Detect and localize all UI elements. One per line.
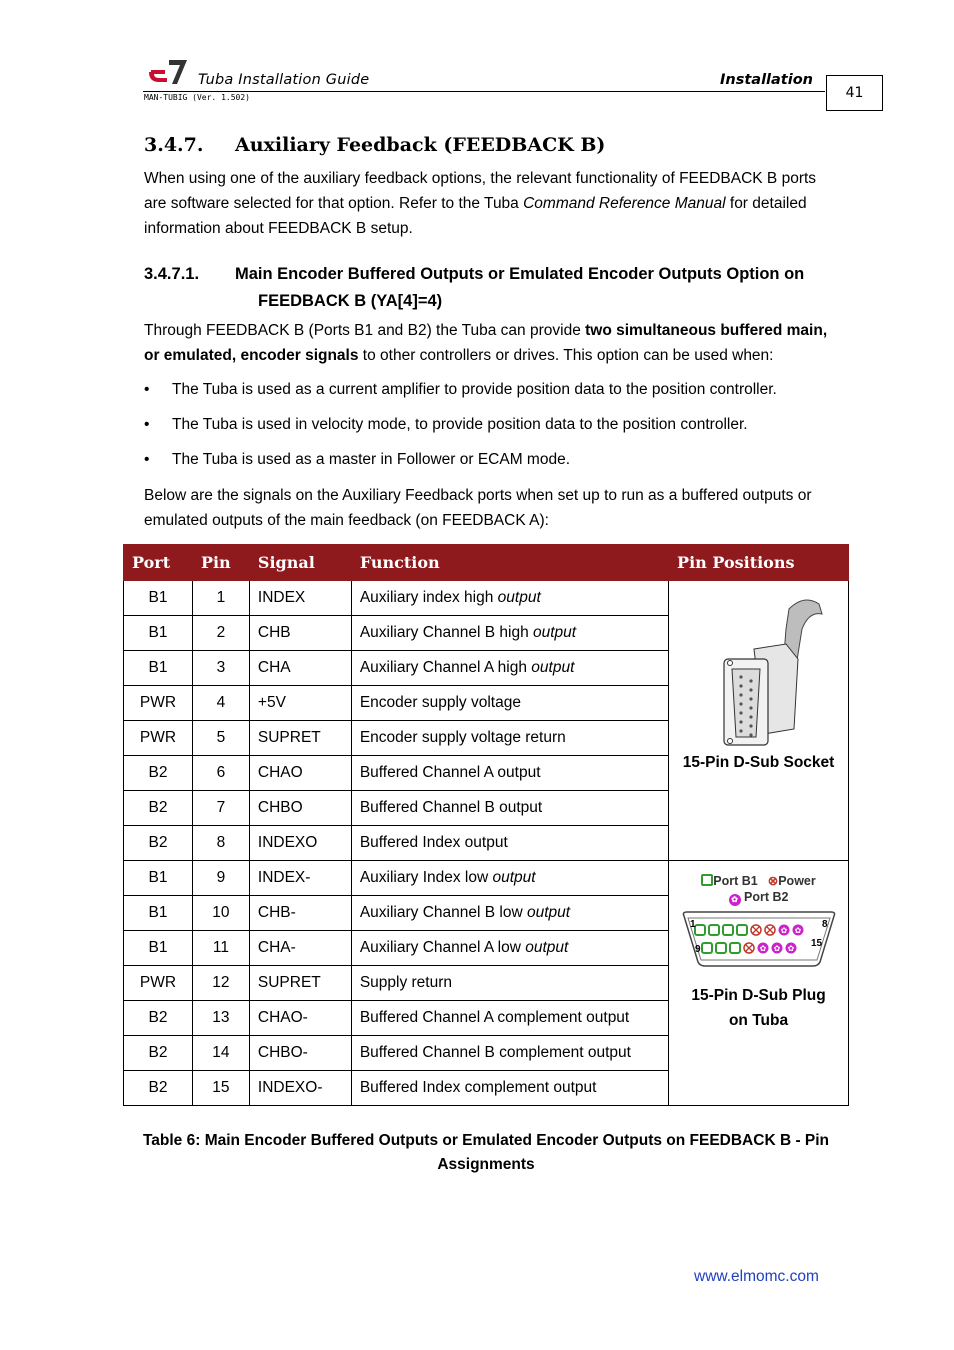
table-row bbox=[124, 581, 849, 616]
pin-cell: 11 bbox=[192, 931, 249, 966]
column-header-signal: Signal bbox=[249, 545, 351, 581]
pin-cell: 8 bbox=[192, 826, 249, 861]
legend-port-b1: Port B1 bbox=[713, 874, 758, 888]
company-logo bbox=[147, 58, 189, 88]
column-header-port: Port bbox=[124, 545, 193, 581]
table-caption bbox=[123, 1129, 849, 1177]
svg-text:✿: ✿ bbox=[780, 926, 787, 935]
signal-cell: CHA- bbox=[249, 931, 351, 966]
function-text: Auxiliary Channel A low bbox=[359, 939, 526, 956]
header-rule bbox=[143, 91, 825, 92]
function-cell bbox=[351, 896, 668, 931]
signal-cell: CHA bbox=[249, 651, 351, 686]
pin-cell: 2 bbox=[192, 616, 249, 651]
port-cell: B2 bbox=[124, 756, 193, 791]
function-cell bbox=[351, 1001, 668, 1036]
function-italic: output bbox=[525, 939, 569, 956]
function-text: Encoder supply voltage bbox=[359, 694, 521, 711]
function-italic: output bbox=[533, 624, 577, 641]
function-cell bbox=[351, 826, 668, 861]
subsection-number: 3.4.7.1. bbox=[144, 265, 200, 283]
signal-cell: SUPRET bbox=[249, 721, 351, 756]
d-sub-plug-image bbox=[669, 908, 848, 975]
pin-assignment-table bbox=[123, 544, 849, 1106]
pin-cell: 5 bbox=[192, 721, 249, 756]
plug-caption-line1: 15-Pin D-Sub Plug bbox=[691, 987, 826, 1004]
page-number: 41 bbox=[826, 75, 883, 111]
function-italic: output bbox=[492, 869, 536, 886]
pin-cell: 15 bbox=[192, 1071, 249, 1106]
signal-cell: CHB bbox=[249, 616, 351, 651]
guide-title: Tuba Installation Guide bbox=[198, 72, 370, 88]
section-title: Auxiliary Feedback (FEEDBACK B) bbox=[235, 134, 606, 156]
legend-port-b2: Port B2 bbox=[744, 890, 789, 904]
table-row bbox=[124, 861, 849, 896]
column-header-pin-positions: Pin Positions bbox=[669, 545, 849, 581]
socket-figure-cell bbox=[669, 581, 849, 861]
port-cell: PWR bbox=[124, 966, 193, 1001]
section-label: Installation bbox=[720, 72, 813, 88]
function-cell bbox=[351, 1071, 668, 1106]
function-text: Encoder supply voltage return bbox=[359, 729, 566, 746]
subsection-para2: Below are the signals on the Auxiliary Feedback ports when set up to run as a buffered outputs or emulated outputs of the main feedback (on FEEDBACK A): bbox=[144, 487, 812, 529]
function-text: Buffered Channel A complement output bbox=[359, 1009, 630, 1026]
pin-cell: 10 bbox=[192, 896, 249, 931]
function-text: Auxiliary Index low bbox=[359, 869, 493, 886]
para1-text-end: to other controllers or drives. This option can be used when: bbox=[358, 347, 774, 364]
port-cell: B2 bbox=[124, 1036, 193, 1071]
signal-cell: CHBO- bbox=[249, 1036, 351, 1071]
plug-figure-cell bbox=[669, 861, 849, 1106]
signal-cell: CHAO bbox=[249, 756, 351, 791]
pin-label-8: 8 bbox=[821, 919, 828, 930]
caption-line2: Assignments bbox=[437, 1156, 535, 1173]
pin-cell: 12 bbox=[192, 966, 249, 1001]
column-header-pin: Pin bbox=[192, 545, 249, 581]
function-text: Auxiliary index high bbox=[359, 589, 498, 606]
function-italic: output bbox=[497, 589, 541, 606]
pin-label-1: 1 bbox=[689, 919, 696, 930]
signal-cell: CHB- bbox=[249, 896, 351, 931]
bullet-text: The Tuba is used in velocity mode, to provide position data to the position controller. bbox=[172, 416, 748, 433]
bullet-text: The Tuba is used as a current amplifier to provide position data to the position controller. bbox=[172, 381, 777, 398]
document-id: MAN-TUBIG (Ver. 1.502) bbox=[144, 93, 250, 102]
intro-manual-name: Command Reference Manual bbox=[523, 195, 726, 212]
pin-cell: 6 bbox=[192, 756, 249, 791]
function-cell bbox=[351, 686, 668, 721]
port-cell: B1 bbox=[124, 896, 193, 931]
signal-cell: INDEXO bbox=[249, 826, 351, 861]
pin-legend bbox=[669, 873, 848, 906]
function-text: Auxiliary Channel A high bbox=[359, 659, 532, 676]
intro-text-end: for detailed information about FEEDBACK B setup. bbox=[144, 195, 807, 237]
function-text: Buffered Index output bbox=[359, 834, 508, 851]
table-header-row bbox=[124, 545, 849, 581]
function-cell bbox=[351, 931, 668, 966]
pin-label-15: 15 bbox=[810, 938, 822, 949]
d-sub-socket-image bbox=[669, 589, 848, 754]
port-cell: B2 bbox=[124, 1071, 193, 1106]
plug-caption bbox=[669, 983, 848, 1033]
port-cell: PWR bbox=[124, 686, 193, 721]
port-cell: B1 bbox=[124, 581, 193, 616]
subsection-title-line1: Main Encoder Buffered Outputs or Emulated Encoder Outputs Option on bbox=[235, 265, 805, 283]
svg-text:✿: ✿ bbox=[773, 944, 780, 953]
signal-cell: INDEX bbox=[249, 581, 351, 616]
function-cell bbox=[351, 721, 668, 756]
function-cell bbox=[351, 1036, 668, 1071]
section-number: 3.4.7. bbox=[144, 134, 204, 156]
function-cell bbox=[351, 651, 668, 686]
plug-caption-line2: on Tuba bbox=[728, 1012, 789, 1029]
bullet-item: • The Tuba is used in velocity mode, to provide position data to the position controller. bbox=[144, 416, 748, 433]
port-cell: PWR bbox=[124, 721, 193, 756]
function-cell bbox=[351, 616, 668, 651]
bullet-item: • The Tuba is used as a current amplifier to provide position data to the position controller. bbox=[144, 381, 777, 398]
function-text: Auxiliary Channel B low bbox=[359, 904, 527, 921]
pin-cell: 7 bbox=[192, 791, 249, 826]
svg-text:✿: ✿ bbox=[794, 926, 801, 935]
function-text: Supply return bbox=[359, 974, 453, 991]
function-cell bbox=[351, 966, 668, 1001]
port-cell: B1 bbox=[124, 651, 193, 686]
section-intro bbox=[144, 166, 834, 241]
signal-cell: INDEX- bbox=[249, 861, 351, 896]
function-cell bbox=[351, 861, 668, 896]
pin-label-9: 9 bbox=[694, 944, 701, 955]
subsection-heading bbox=[144, 261, 844, 315]
function-italic: output bbox=[526, 904, 571, 921]
port-cell: B2 bbox=[124, 826, 193, 861]
power-legend-icon: ⊗ bbox=[767, 874, 779, 888]
subsection-title-line2: FEEDBACK B (YA[4]=4) bbox=[258, 292, 443, 310]
function-text: Auxiliary Channel B high bbox=[359, 624, 533, 641]
svg-text:✿: ✿ bbox=[759, 944, 766, 953]
port-b2-legend-icon: ✿ bbox=[729, 894, 741, 906]
pin-cell: 13 bbox=[192, 1001, 249, 1036]
signal-cell: INDEXO- bbox=[249, 1071, 351, 1106]
footer-website-link[interactable]: www.elmomc.com bbox=[694, 1268, 819, 1285]
signal-cell: SUPRET bbox=[249, 966, 351, 1001]
signal-cell: +5V bbox=[249, 686, 351, 721]
bullet-item: • The Tuba is used as a master in Follower or ECAM mode. bbox=[144, 451, 570, 468]
legend-power: Power bbox=[778, 874, 816, 888]
para1-text: Through FEEDBACK B (Ports B1 and B2) the Tuba can provide bbox=[144, 322, 586, 339]
function-text: Buffered Channel B output bbox=[359, 799, 543, 816]
pin-cell: 4 bbox=[192, 686, 249, 721]
pin-cell: 1 bbox=[192, 581, 249, 616]
port-cell: B1 bbox=[124, 861, 193, 896]
port-cell: B1 bbox=[124, 616, 193, 651]
bullet-text: The Tuba is used as a master in Follower or ECAM mode. bbox=[172, 451, 570, 468]
function-italic: output bbox=[531, 659, 575, 676]
signal-cell: CHAO- bbox=[249, 1001, 351, 1036]
function-text: Buffered Channel B complement output bbox=[359, 1044, 631, 1061]
column-header-function: Function bbox=[351, 545, 668, 581]
function-text: Buffered Channel A output bbox=[359, 764, 541, 781]
svg-text:✿: ✿ bbox=[787, 944, 794, 953]
pin-cell: 14 bbox=[192, 1036, 249, 1071]
port-cell: B1 bbox=[124, 931, 193, 966]
port-cell: B2 bbox=[124, 791, 193, 826]
port-b1-legend-icon bbox=[701, 874, 713, 886]
pin-cell: 9 bbox=[192, 861, 249, 896]
function-cell bbox=[351, 756, 668, 791]
section-heading bbox=[144, 134, 605, 156]
intro-text: When using one of the auxiliary feedback options, the relevant functionality of FEEDBACK B ports are software selected for that option. Refer to the Tuba bbox=[144, 170, 817, 212]
port-cell: B2 bbox=[124, 1001, 193, 1036]
caption-line1: Table 6: Main Encoder Buffered Outputs or Emulated Encoder Outputs on FEEDBACK B - Pin bbox=[142, 1132, 830, 1149]
function-cell bbox=[351, 791, 668, 826]
pin-cell: 3 bbox=[192, 651, 249, 686]
subsection-para1 bbox=[144, 318, 834, 368]
socket-caption: 15-Pin D-Sub Socket bbox=[682, 754, 835, 771]
para1-bold: two simultaneous buffered main, or emulated, encoder signals bbox=[144, 322, 828, 364]
function-text: Buffered Index complement output bbox=[359, 1079, 597, 1096]
function-cell bbox=[351, 581, 668, 616]
signal-cell: CHBO bbox=[249, 791, 351, 826]
